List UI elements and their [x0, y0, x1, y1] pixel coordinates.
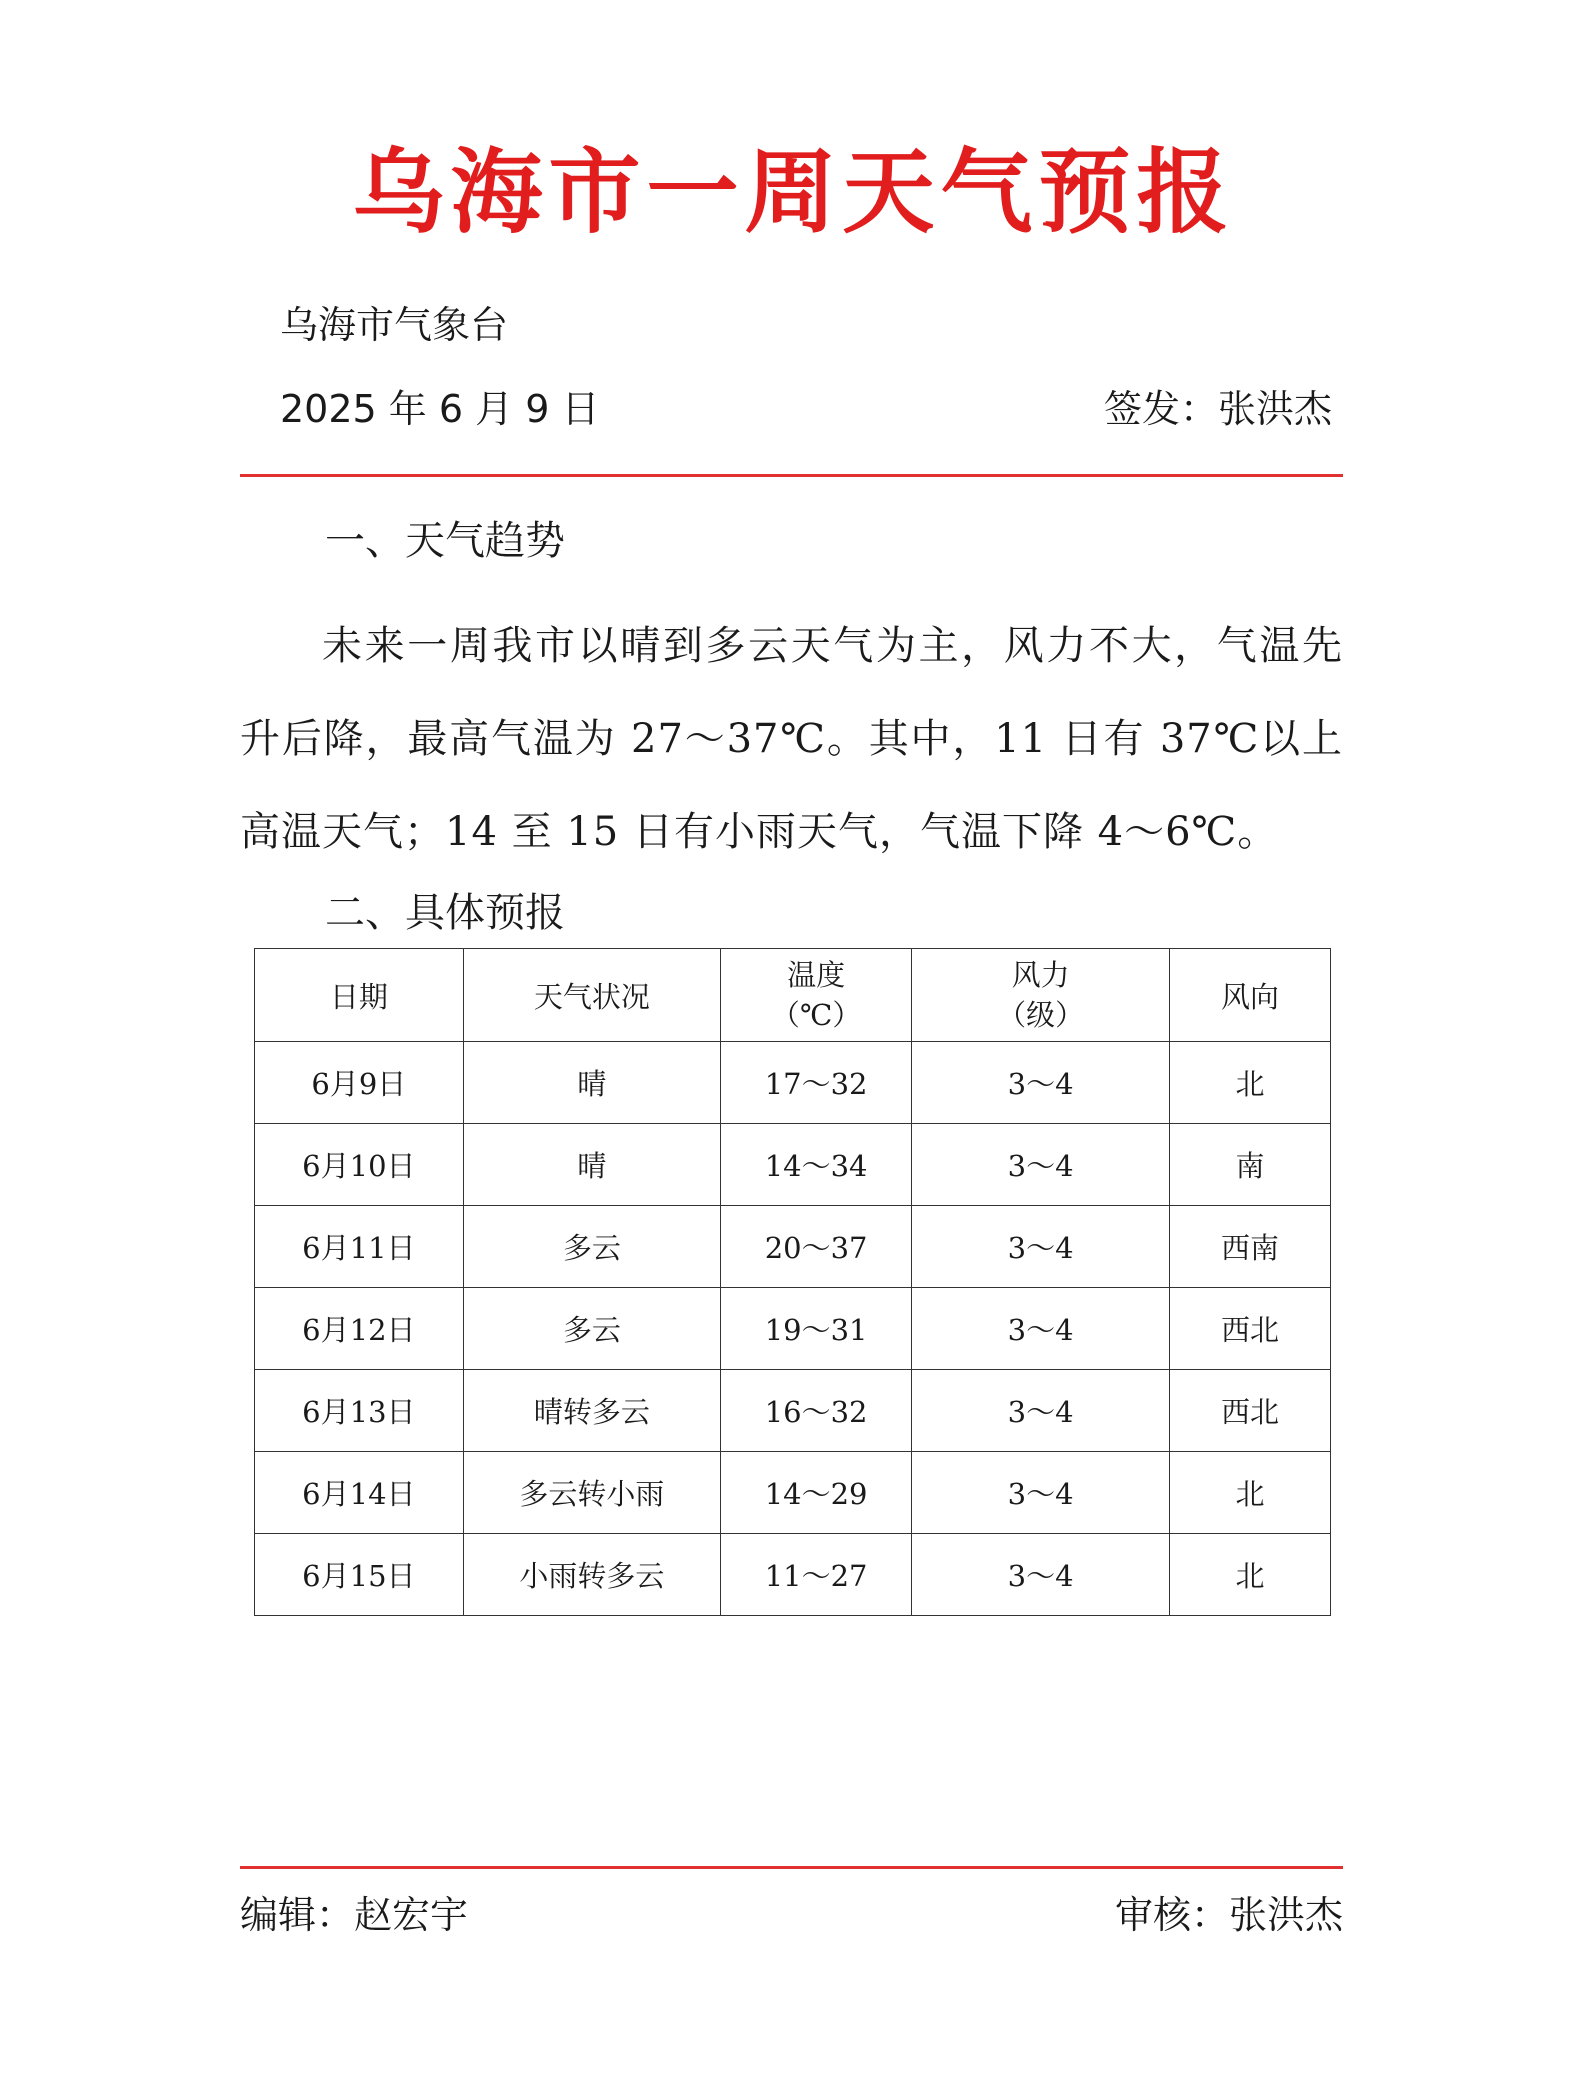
cell-wind-force: 3～4 [912, 1288, 1170, 1370]
cell-weather: 多云转小雨 [463, 1452, 720, 1534]
editor-credit: 编辑：赵宏宇 [240, 1893, 469, 1937]
cell-weather: 小雨转多云 [463, 1534, 720, 1616]
cell-wind-force: 3～4 [912, 1042, 1170, 1124]
footer-divider [240, 1866, 1343, 1869]
cell-temperature: 20～37 [720, 1206, 911, 1288]
forecast-table [254, 948, 1331, 1616]
header-wind-force [912, 949, 1170, 1042]
reviewer-credit: 审核：张洪杰 [1114, 1893, 1343, 1937]
trend-paragraph: 未来一周我市以晴到多云天气为主，风力不大，气温先升后降，最高气温为 27～37℃。其中，11 日有 37℃以上高温天气；14 至 15 日有小雨天气，气温下降 4～6℃。 [240, 623, 1343, 855]
issue-date: 2025 年 6 月 9 日 [280, 387, 600, 431]
cell-temperature: 19～31 [720, 1288, 911, 1370]
cell-wind-force: 3～4 [912, 1370, 1170, 1452]
cell-temperature: 17～32 [720, 1042, 911, 1124]
cell-wind-direction: 南 [1169, 1124, 1330, 1206]
header-temperature [720, 949, 911, 1042]
cell-wind-direction: 北 [1169, 1042, 1330, 1124]
cell-wind-direction: 西南 [1169, 1206, 1330, 1288]
cell-weather: 多云 [463, 1206, 720, 1288]
table-row [255, 1370, 1331, 1452]
signer: 签发：张洪杰 [1103, 387, 1332, 431]
page-title: 乌海市一周天气预报 [352, 139, 1235, 246]
section-heading-trend: 一、天气趋势 [325, 518, 565, 564]
cell-temperature: 11～27 [720, 1534, 911, 1616]
cell-wind-force: 3～4 [912, 1124, 1170, 1206]
cell-date: 6月10日 [255, 1124, 464, 1206]
cell-temperature: 14～34 [720, 1124, 911, 1206]
table-row [255, 1452, 1331, 1534]
table-row [255, 1206, 1331, 1288]
table-header-row [255, 949, 1331, 1042]
cell-wind-direction: 西北 [1169, 1288, 1330, 1370]
cell-weather: 晴 [463, 1042, 720, 1124]
cell-wind-force: 3～4 [912, 1534, 1170, 1616]
table-row [255, 1534, 1331, 1616]
header-divider [240, 474, 1343, 477]
cell-date: 6月11日 [255, 1206, 464, 1288]
cell-date: 6月14日 [255, 1452, 464, 1534]
table-row [255, 1124, 1331, 1206]
cell-wind-direction: 西北 [1169, 1370, 1330, 1452]
cell-date: 6月13日 [255, 1370, 464, 1452]
table-row [255, 1288, 1331, 1370]
header-date: 日期 [255, 949, 464, 1042]
cell-weather: 多云 [463, 1288, 720, 1370]
cell-wind-force: 3～4 [912, 1206, 1170, 1288]
table-row [255, 1042, 1331, 1124]
header-weather: 天气状况 [463, 949, 720, 1042]
cell-weather: 晴转多云 [463, 1370, 720, 1452]
header-wind-direction: 风向 [1169, 949, 1330, 1042]
cell-wind-direction: 北 [1169, 1452, 1330, 1534]
cell-date: 6月15日 [255, 1534, 464, 1616]
issuer-name: 乌海市气象台 [280, 303, 509, 347]
cell-temperature: 16～32 [720, 1370, 911, 1452]
header-temperature-unit: （℃） [770, 998, 862, 1032]
header-temperature-label: 温度 [787, 958, 846, 992]
cell-date: 6月12日 [255, 1288, 464, 1370]
cell-temperature: 14～29 [720, 1452, 911, 1534]
header-wind-label: 风力 [1011, 958, 1070, 992]
header-wind-unit: （级） [997, 998, 1085, 1032]
cell-date: 6月9日 [255, 1042, 464, 1124]
section-heading-forecast: 二、具体预报 [325, 890, 565, 936]
cell-wind-force: 3～4 [912, 1452, 1170, 1534]
cell-wind-direction: 北 [1169, 1534, 1330, 1616]
cell-weather: 晴 [463, 1124, 720, 1206]
